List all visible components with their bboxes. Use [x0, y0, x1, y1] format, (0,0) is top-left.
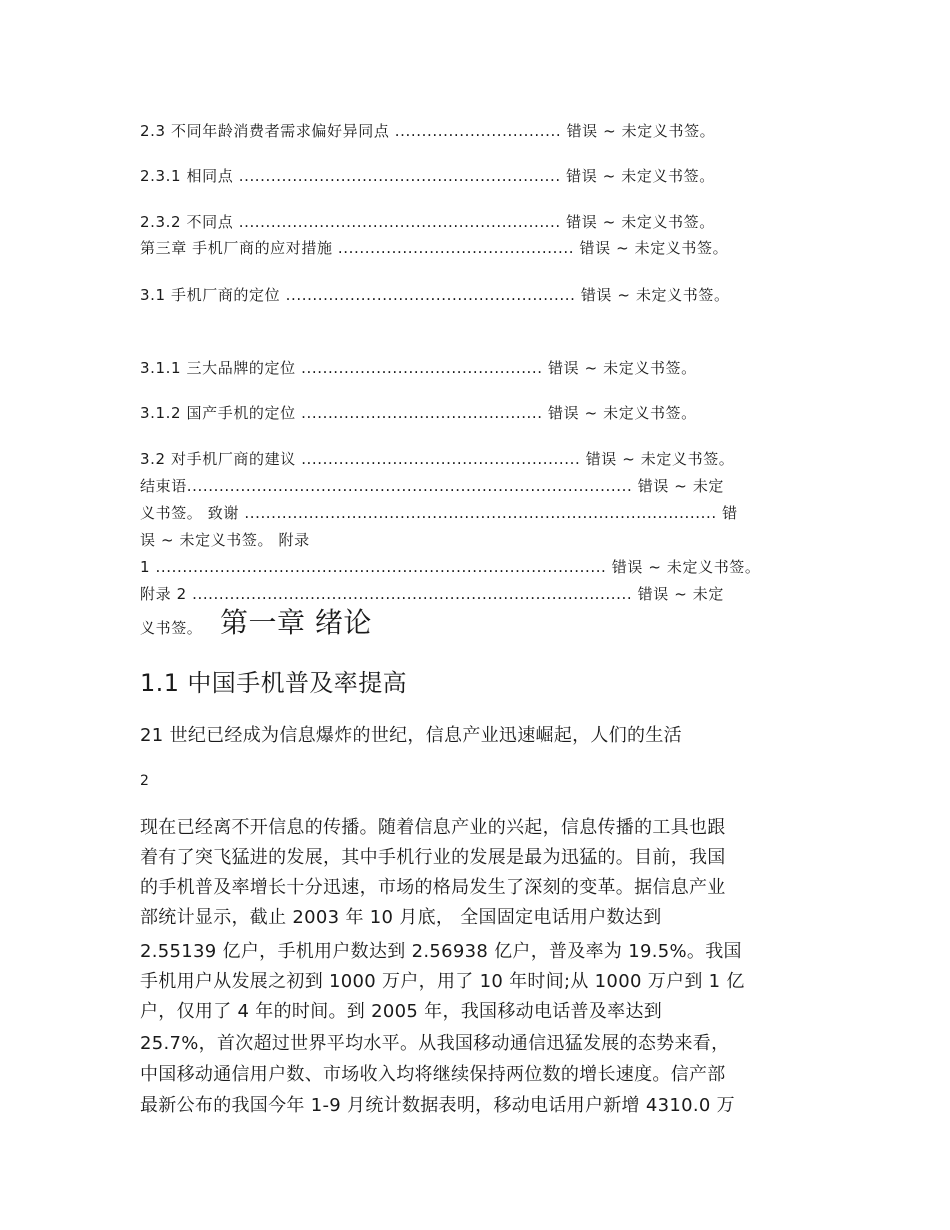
paragraph-line: 中国移动通信用户数、市场收入均将继续保持两位数的增长速度。信产部 [140, 1064, 726, 1085]
paragraph-line: 部统计显示，截止 2003 年 10 月底， 全国固定电话用户数达到 [140, 907, 662, 928]
toc-entry[interactable]: 义书签。 致谢 ........................................................................................ 错 [140, 504, 738, 522]
toc-entry[interactable]: 误 ~ 未定义书签。 附录 [140, 531, 310, 549]
chapter-title: 第一章 绪论 [220, 606, 372, 639]
paragraph-line: 的手机普及率增长十分迅速，市场的格局发生了深刻的变革。据信息产业 [140, 877, 726, 898]
toc-entry[interactable]: 义书签。 [140, 619, 203, 637]
toc-entry[interactable]: 1 .................................................................................... 错误 ~ 未定义书签。 [140, 558, 761, 576]
toc-entry[interactable]: 附录 2 .................................................................................. 错误 ~ 未定 [140, 585, 724, 603]
toc-entry[interactable]: 2.3 不同年龄消费者需求偏好异同点 ............................... 错误 ~ 未定义书签。 [140, 122, 716, 140]
toc-entry[interactable]: 第三章 手机厂商的应对措施 ............................................ 错误 ~ 未定义书签。 [140, 239, 729, 257]
section-title: 1.1 中国手机普及率提高 [140, 669, 407, 697]
toc-entry[interactable]: 2.3.2 不同点 ............................................................ 错误 ~ 未定义书签。 [140, 213, 715, 231]
toc-entry[interactable]: 结束语................................................................................... 错误 ~ 未定 [140, 477, 725, 495]
toc-entry[interactable]: 3.2 对手机厂商的建议 .................................................... 错误 ~ 未定义书签。 [140, 450, 735, 468]
toc-entry[interactable]: 2.3.1 相同点 ............................................................ 错误 ~ 未定义书签。 [140, 167, 715, 185]
intro-line: 21 世纪已经成为信息爆炸的世纪，信息产业迅速崛起，人们的生活 [140, 725, 682, 746]
paragraph-line: 着有了突飞猛进的发展，其中手机行业的发展是最为迅猛的。目前，我国 [140, 847, 726, 868]
page-number: 2 [140, 773, 149, 789]
paragraph-line: 25.7%，首次超过世界平均水平。从我国移动通信迅猛发展的态势来看， [140, 1033, 730, 1054]
paragraph-line: 户，仅用了 4 年的时间。到 2005 年，我国移动电话普及率达到 [140, 1001, 663, 1022]
toc-entry[interactable]: 3.1.2 国产手机的定位 ............................................. 错误 ~ 未定义书签。 [140, 404, 697, 422]
toc-entry[interactable]: 3.1.1 三大品牌的定位 ............................................. 错误 ~ 未定义书签。 [140, 359, 697, 377]
paragraph-line: 最新公布的我国今年 1-9 月统计数据表明，移动电话用户新增 4310.0 万 [140, 1095, 735, 1116]
paragraph-line: 手机用户从发展之初到 1000 万户，用了 10 年时间;从 1000 万户到 1 亿 [140, 971, 745, 992]
paragraph-line: 现在已经离不开信息的传播。随着信息产业的兴起，信息传播的工具也跟 [140, 817, 726, 838]
paragraph-line: 2.55139 亿户，手机用户数达到 2.56938 亿户，普及率为 19.5%。我国 [140, 941, 742, 962]
toc-entry[interactable]: 3.1 手机厂商的定位 ...................................................... 错误 ~ 未定义书签。 [140, 286, 730, 304]
